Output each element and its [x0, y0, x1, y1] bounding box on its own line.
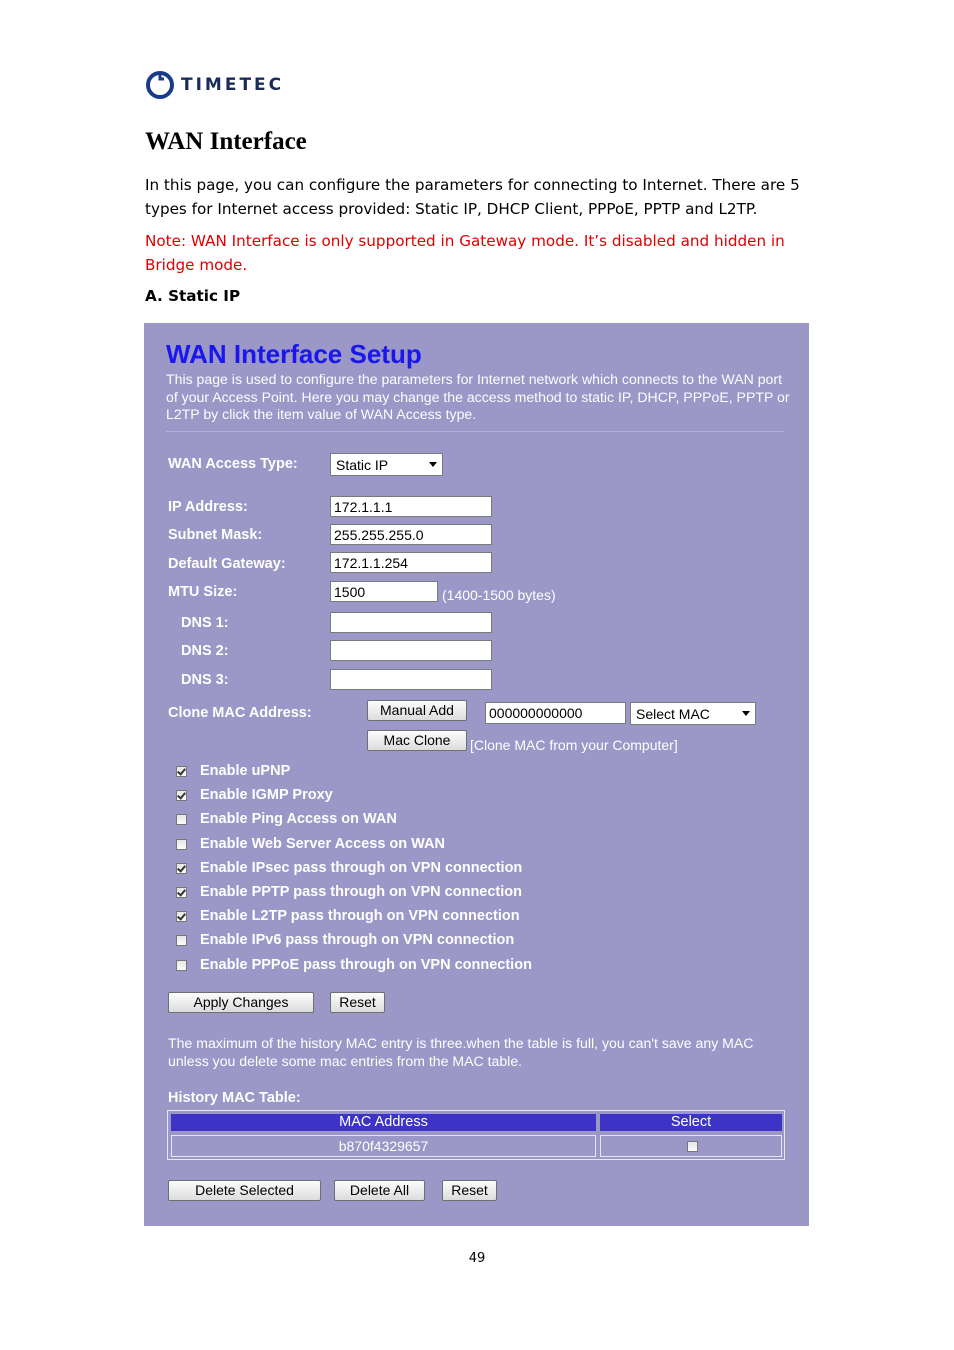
wan-setup-panel — [144, 323, 809, 1226]
ip-address-label: IP Address: — [168, 499, 248, 515]
default-gateway-input[interactable]: 172.1.1.254 — [330, 552, 492, 573]
option-checkbox[interactable] — [176, 935, 187, 946]
apply-changes-button[interactable]: Apply Changes — [168, 992, 314, 1013]
subnet-mask-label: Subnet Mask: — [168, 527, 263, 543]
row-select-checkbox[interactable] — [687, 1141, 698, 1152]
mtu-size-input[interactable]: 1500 — [330, 581, 438, 602]
option-checkbox[interactable] — [176, 911, 187, 922]
option-checkbox[interactable] — [176, 814, 187, 825]
option-label: Enable Web Server Access on WAN — [200, 835, 445, 852]
table-cell-mac: b870f4329657 — [171, 1135, 596, 1157]
chevron-down-icon — [742, 711, 750, 716]
wan-access-type-value: Static IP — [336, 457, 389, 473]
dns3-input[interactable] — [330, 669, 492, 690]
option-checkbox[interactable] — [176, 863, 187, 874]
option-checkbox[interactable] — [176, 887, 187, 898]
history-table-title: History MAC Table: — [168, 1090, 301, 1106]
checkmark-icon — [177, 791, 186, 800]
mac-clone-button[interactable]: Mac Clone — [367, 730, 467, 751]
dns3-label: DNS 3: — [181, 672, 229, 688]
option-label: Enable PPPoE pass through on VPN connection — [200, 956, 532, 973]
checkmark-icon — [177, 766, 186, 775]
option-checkbox[interactable] — [176, 766, 187, 777]
divider — [166, 431, 784, 432]
delete-selected-button[interactable]: Delete Selected — [168, 1180, 321, 1201]
timetec-logo — [145, 70, 284, 100]
wan-access-type-label: WAN Access Type: — [168, 456, 298, 472]
option-label: Enable IGMP Proxy — [200, 787, 333, 804]
mode-note: Note: WAN Interface is only supported in Gateway mode. It’s disabled and hidden in Bridge mode. — [145, 232, 785, 274]
option-checkbox[interactable] — [176, 839, 187, 850]
mac-clone-hint: [Clone MAC from your Computer] — [470, 737, 678, 753]
logo-ring-icon — [145, 70, 175, 100]
option-label: Enable PPTP pass through on VPN connection — [200, 884, 522, 900]
checkmark-icon — [177, 863, 186, 872]
column-header-select: Select — [600, 1114, 782, 1131]
clone-mac-label: Clone MAC Address: — [168, 705, 312, 721]
checkmark-icon — [177, 912, 186, 921]
option-label: Enable Ping Access on WAN — [200, 811, 397, 828]
page-number: 49 — [468, 1251, 486, 1266]
reset-button[interactable]: Reset — [330, 992, 385, 1013]
manual-add-button[interactable]: Manual Add — [367, 700, 467, 721]
checkmark-icon — [177, 887, 186, 896]
section-heading: A. Static IP — [145, 287, 241, 305]
ip-address-input[interactable]: 172.1.1.1 — [330, 496, 492, 517]
select-mac-value: Select MAC — [636, 706, 710, 722]
history-mac-table — [167, 1110, 785, 1160]
option-label: Enable uPNP — [200, 763, 291, 779]
intro-paragraph: In this page, you can configure the parameters for connecting to Internet. There are 5 types for Internet access provided: Static IP, DHCP Client, PPPoE, PPTP and L2TP. — [145, 176, 800, 218]
dns1-label: DNS 1: — [181, 615, 229, 631]
wan-access-type-select[interactable] — [330, 453, 443, 476]
table-cell-select — [600, 1135, 782, 1157]
dns2-label: DNS 2: — [181, 643, 229, 659]
option-label: Enable IPsec pass through on VPN connection — [200, 859, 523, 876]
option-label: Enable L2TP pass through on VPN connection — [200, 908, 520, 925]
dns2-input[interactable] — [330, 640, 492, 661]
panel-title: WAN Interface Setup — [166, 339, 422, 369]
logo-text: TIMETEC — [181, 75, 285, 95]
select-mac-dropdown[interactable] — [630, 702, 756, 725]
default-gateway-label: Default Gateway: — [168, 556, 286, 572]
subnet-mask-input[interactable]: 255.255.255.0 — [330, 524, 492, 545]
option-label: Enable IPv6 pass through on VPN connection — [200, 932, 515, 949]
column-header-mac: MAC Address — [171, 1114, 596, 1131]
option-checkbox[interactable] — [176, 960, 187, 971]
panel-description: This page is used to configure the parameters for Internet network which connects to the WAN port of your Access Point. Here you may change the access method to static IP, DHCP, PPPoE, PPTP or L2TP by click the item value of WAN Access type. — [166, 371, 790, 422]
mtu-size-label: MTU Size: — [168, 584, 238, 600]
history-note: The maximum of the history MAC entry is three.when the table is full, you can't save any MAC unless you delete some mac entries from the MAC table. — [168, 1035, 754, 1069]
dns1-input[interactable] — [330, 612, 492, 633]
chevron-down-icon — [429, 462, 437, 467]
mtu-size-hint: (1400-1500 bytes) — [442, 587, 556, 603]
table-reset-button[interactable]: Reset — [442, 1180, 497, 1201]
delete-all-button[interactable]: Delete All — [334, 1180, 425, 1201]
page-title: WAN Interface — [145, 128, 307, 155]
option-checkbox[interactable] — [176, 790, 187, 801]
clone-mac-input[interactable]: 000000000000 — [485, 702, 626, 724]
